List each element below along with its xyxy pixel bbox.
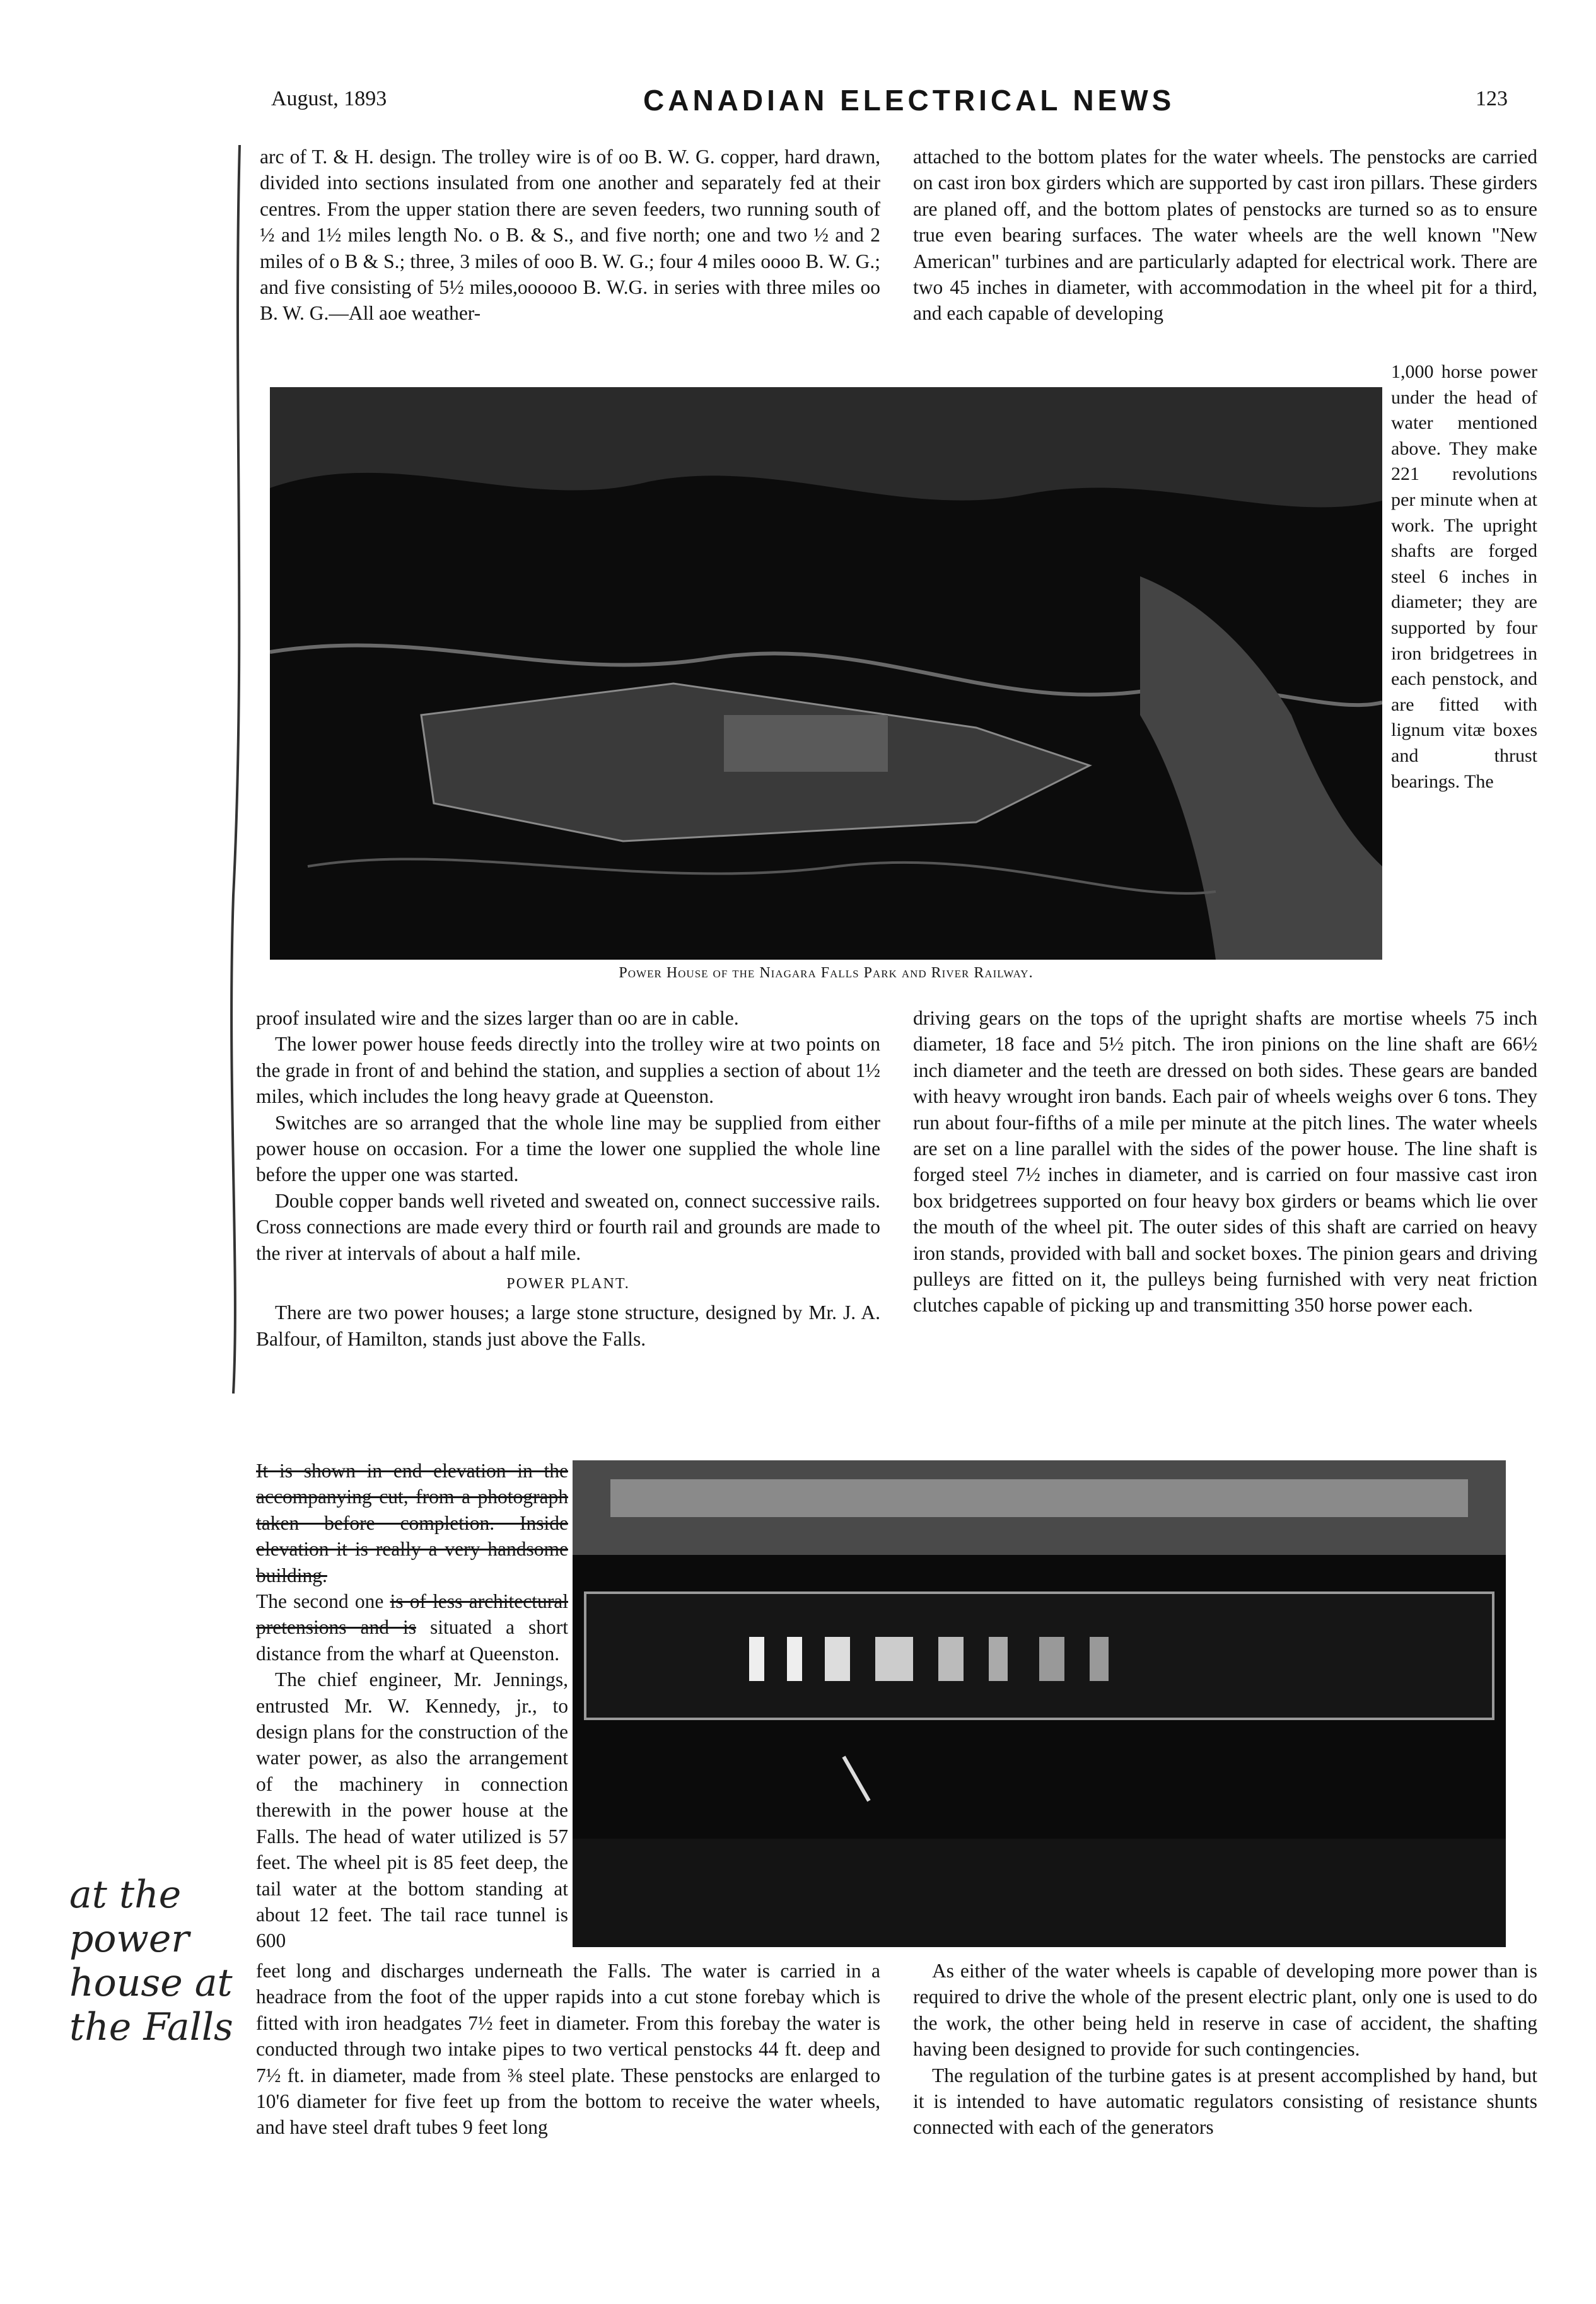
masthead-title: CANADIAN ELECTRICAL NEWS xyxy=(643,84,1175,117)
paragraph: Switches are so arranged that the whole line may be supplied from either power house on occasion. For a time the lower one supplied the whole line before the upper one was started. xyxy=(256,1111,880,1186)
paragraph: There are two power houses; a large stone structure, designed by Mr. J. A. Balfour, of Hamilton, stands just above the Falls. xyxy=(256,1301,880,1350)
text-run: The second one xyxy=(256,1590,384,1613)
page-number: 123 xyxy=(1476,87,1508,110)
column-bottom-right xyxy=(913,1958,1537,2141)
paragraph: As either of the water wheels is capable of developing more power than is required to drive the whole of the present electric plant, only one is used to do the work, the other being held in reserve in case of accident, the shafting having been designed to provide for such contingencies. xyxy=(913,1960,1537,2061)
column-mid-left xyxy=(256,1005,880,1352)
photo-interior-illustration xyxy=(573,1460,1506,1947)
paragraph: Double copper bands well riveted and sweated on, connect successive rails. Cross connections are made every third or fourth rail and grounds are made to the river at intervals of about a half mile. xyxy=(256,1189,880,1264)
paragraph: attached to the bottom plates for the water wheels. The penstocks are carried on cast iron box girders which are supported by cast iron pillars. These girders are planed off, and the bottom plates of penstocks are turned so as to ensure true even bearing surfaces. The water wheels are the well known "New American" turbines and are particularly adapted for electrical work. There are two 45 inches in diameter, with accommodation in the wheel pit for a third, and each capable of developing xyxy=(913,146,1537,325)
paragraph: feet long and discharges underneath the Falls. The water is carried in a headrace from the foot of the upper rapids into a cut stone forebay which is fitted with iron headgates 7½ feet in diameter. From this forebay the water is conducted through two intake pipes to two vertical penstocks 44 ft. deep and 7½ ft. in diameter, made from ⅜ steel plate. These penstocks are enlarged to 10'6 diameter for five feet up from the bottom to receive the water wheels, and have steel draft tubes 9 feet long xyxy=(256,1960,880,2139)
column-top-left xyxy=(260,144,880,327)
column-narrow-right xyxy=(1391,359,1537,794)
paragraph: The regulation of the turbine gates is at present accomplished by hand, but it is intended to have automatic regulators consisting of resistance shunts connected with each of the generators xyxy=(913,2064,1537,2139)
margin-bracket-line xyxy=(214,139,252,1400)
photo-landscape-illustration xyxy=(270,387,1382,960)
generator-room-photo xyxy=(573,1460,1506,1947)
column-bottom-left xyxy=(256,1958,880,2141)
paragraph: driving gears on the tops of the upright shafts are mortise wheels 75 inch diameter, 18 face and 5½ pitch. The iron pinions on the line shaft are 66½ inch diameter and the teeth are dressed on both sides. These gears are banded with heavy wrought iron bands. Each pair of wheels weighs over 6 tons. They run about four-fifths of a mile per minute at the pitch lines. The water wheels are set on a line parallel with the sides of the power house. The line shaft is forged steel 7½ inches in diameter, and is carried on four massive cast iron box bridgetrees supported on four heavy box girders or beams which lie over the mouth of the wheel pit. The outer sides of this shaft are carried on heavy iron stands, provided with ball and socket boxes. The pinion gears and driving pulleys are fitted on it, the pulleys being furnished with very neat friction clutches capable of picking up and transmitting 350 horse power each. xyxy=(913,1007,1537,1317)
issue-date: August, 1893 xyxy=(271,87,387,110)
paragraph: The lower power house feeds directly into the trolley wire at two points on the grade in front of and behind the station, and supplies a section of about 1½ miles, which includes the long heavy grade at Queenston. xyxy=(256,1033,880,1108)
paragraph: The chief engineer, Mr. Jennings, entrusted Mr. W. Kennedy, jr., to design plans for the construction of the water power, as also the arrangement of the machinery in connection therewith in the power house at the Falls. The head of water utilized is 57 feet. The wheel pit is 85 feet deep, the tail water at the bottom standing at about 12 feet. The tail race tunnel is 600 xyxy=(256,1668,568,1952)
paragraph: 1,000 horse power under the head of water mentioned above. They make 221 revolutions per minute when at work. The upright shafts are forged steel 6 inches in diameter; they are supported by four iron bridgetrees in each penstock, and are fitted with lignum vitæ boxes and thrust bearings. The xyxy=(1391,361,1537,792)
paragraph: arc of T. & H. design. The trolley wire is of oo B. W. G. copper, hard drawn, divided into sections insulated from one another and separately fed at their centres. From the upper station there are seven feeders, two running south of ½ and 1½ miles length No. o B. & S., and five north; one and two ½ and 2 miles of o B & S.; three, 3 miles of ooo B. W. G.; four 4 miles oooo B. W. G.; and five consisting of 5½ miles,oooooo B. W.G. in series with three miles oo B. W. G.—All aoe weather- xyxy=(260,146,880,325)
paragraph: proof insulated wire and the sizes larger than oo are in cable. xyxy=(256,1007,739,1029)
column-mid-right xyxy=(913,1005,1537,1318)
power-house-photo xyxy=(270,387,1382,960)
column-top-right xyxy=(913,144,1537,327)
section-heading-power-plant: POWER PLANT. xyxy=(506,1276,630,1293)
photo-caption: Power House of the Niagara Falls Park and River Railway. xyxy=(619,965,1034,981)
handwritten-margin-note: at the power house at the Falls xyxy=(69,1873,233,2049)
text-run: situated a short distance from the wharf at Queenston. xyxy=(256,1616,568,1665)
struck-text: It is shown in end elevation in the accompanying cut, from a photograph taken before completion. Inside elevation it is really a very handsome building. xyxy=(256,1460,568,1586)
column-narrow-left xyxy=(256,1458,568,1954)
struck-text: is of less architectural pretensions and is xyxy=(256,1590,568,1639)
paragraph xyxy=(256,1588,568,1667)
